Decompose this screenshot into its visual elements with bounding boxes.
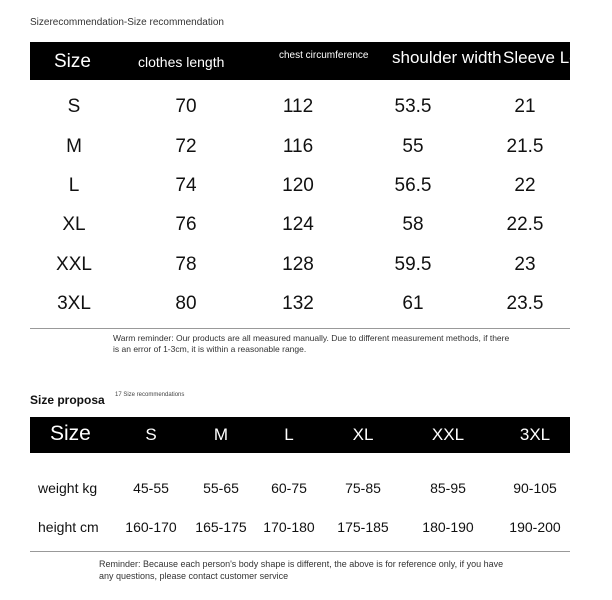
cell-chest: 132	[282, 293, 314, 314]
table-row	[30, 96, 570, 126]
cell-sleeve: 23.5	[506, 293, 544, 314]
cell-weight-m: 55-65	[203, 480, 239, 496]
reference-reminder: Reminder: Because each person's body shape is different, the above is for reference only, if you have any questions, please contact customer service	[99, 559, 504, 581]
cell-clothes-length: 76	[175, 214, 197, 235]
cell-size: 3XL	[57, 293, 91, 314]
size-proposal-header	[30, 417, 570, 453]
table-row	[30, 519, 570, 541]
cell-shoulder: 53.5	[394, 96, 432, 117]
size-proposal-subtitle: 17 Size recommendations	[115, 392, 185, 398]
cell-size: XL	[62, 214, 86, 235]
divider	[30, 551, 570, 552]
cell-height-m: 165-175	[195, 519, 247, 535]
cell-sleeve: 21	[514, 96, 536, 117]
header-size: Size	[50, 422, 91, 445]
header-l: L	[284, 425, 294, 444]
cell-shoulder: 55	[402, 136, 424, 157]
header-size: Size	[54, 51, 91, 72]
size-chart-header	[30, 42, 612, 80]
cell-chest: 124	[282, 214, 314, 235]
cell-sleeve: 23	[514, 254, 536, 275]
table-row	[30, 293, 570, 323]
cell-shoulder: 59.5	[394, 254, 432, 275]
cell-weight-l: 60-75	[271, 480, 307, 496]
cell-weight-3xl: 90-105	[513, 480, 557, 496]
table-row	[30, 214, 570, 244]
cell-height-s: 160-170	[125, 519, 177, 535]
size-proposal-title: Size proposa	[30, 393, 105, 407]
cell-height-3xl: 190-200	[509, 519, 561, 535]
cell-size: S	[67, 96, 81, 117]
cell-chest: 120	[282, 175, 314, 196]
cell-size: L	[68, 175, 80, 196]
cell-height-xl: 175-185	[337, 519, 389, 535]
cell-clothes-length: 72	[175, 136, 197, 157]
header-xxl: XXL	[431, 425, 465, 444]
cell-weight-xl: 75-85	[345, 480, 381, 496]
table-row	[30, 175, 570, 205]
cell-chest: 128	[282, 254, 314, 275]
table-row	[30, 136, 570, 166]
header-chest-circumference: chest circumference	[279, 50, 369, 61]
cell-sleeve: 21.5	[506, 136, 544, 157]
cell-sleeve: 22	[514, 175, 536, 196]
header-sleeve-length: Sleeve Length	[503, 48, 612, 67]
table-row	[30, 254, 570, 284]
cell-size: M	[66, 136, 82, 157]
measurement-reminder: Warm reminder: Our products are all measured manually. Due to different measurement methods, if there is an error of 1-3cm, it is within a reasonable range.	[113, 333, 510, 354]
cell-clothes-length: 70	[175, 96, 197, 117]
cell-weight-s: 45-55	[133, 480, 169, 496]
header-s: S	[145, 425, 157, 444]
cell-weight-xxl: 85-95	[430, 480, 466, 496]
cell-shoulder: 56.5	[394, 175, 432, 196]
cell-size: XXL	[56, 254, 92, 275]
cell-chest: 112	[282, 96, 314, 117]
header-m: M	[213, 425, 229, 444]
table-row	[30, 480, 570, 502]
row-label-weight: weight kg	[38, 480, 98, 496]
divider	[30, 328, 570, 329]
row-label-height: height cm	[38, 519, 99, 535]
cell-shoulder: 61	[402, 293, 424, 314]
cell-clothes-length: 74	[175, 175, 197, 196]
header-xl: XL	[352, 425, 374, 444]
cell-shoulder: 58	[402, 214, 424, 235]
cell-height-l: 170-180	[263, 519, 315, 535]
cell-clothes-length: 78	[175, 254, 197, 275]
cell-chest: 116	[282, 136, 314, 157]
cell-sleeve: 22.5	[506, 214, 544, 235]
header-shoulder-width: shoulder width	[392, 48, 502, 67]
header-clothes-length: clothes length	[138, 54, 225, 70]
size-chart-title: Sizerecommendation-Size recommendation	[30, 17, 224, 28]
header-3xl: 3XL	[519, 425, 551, 444]
cell-height-xxl: 180-190	[422, 519, 474, 535]
cell-clothes-length: 80	[175, 293, 197, 314]
